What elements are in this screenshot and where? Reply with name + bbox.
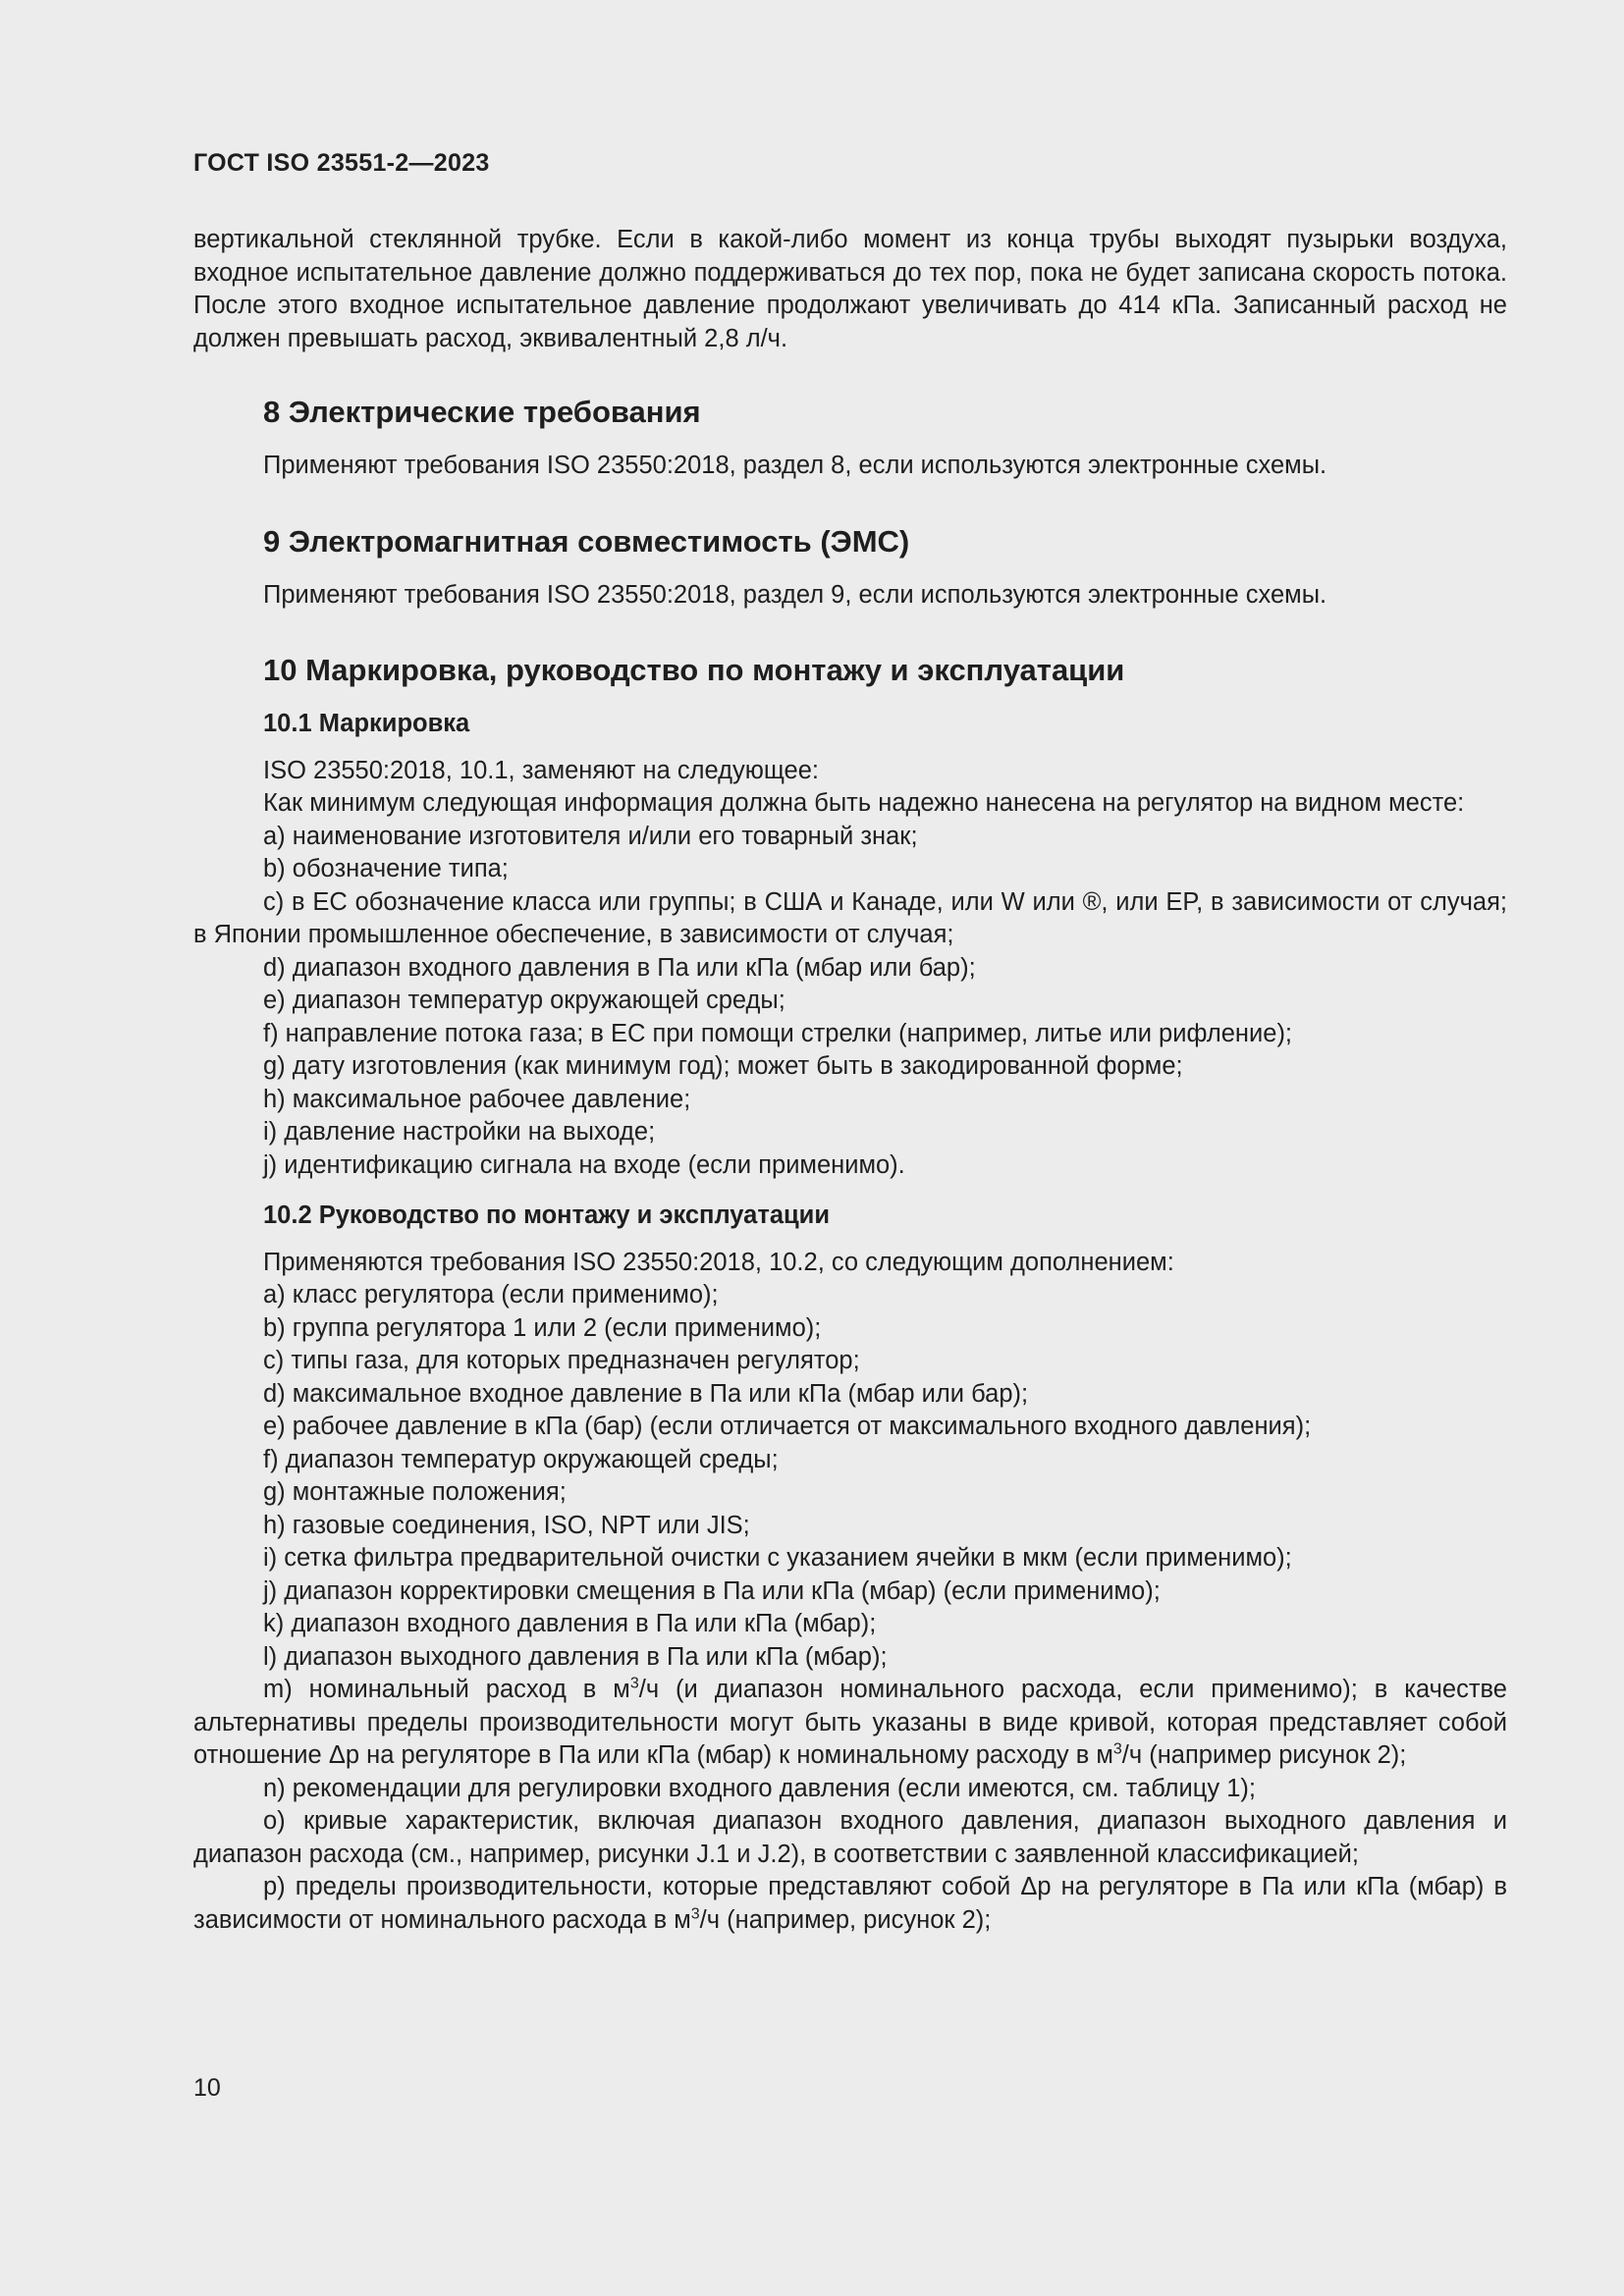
list-item: d) диапазон входного давления в Па или кПа (мбар или бар); [263, 953, 976, 982]
list-item: d) максимальное входное давление в Па или кПа (мбар или бар); [263, 1379, 1029, 1408]
item-m-text-d: /ч (например рисунок 2); [1121, 1741, 1407, 1769]
list-item: h) максимальное рабочее давление; [263, 1085, 691, 1113]
list-item: c) типы газа, для которых предназначен регулятор; [263, 1347, 860, 1374]
subsection-10-1-line2: Как минимум следующая информация должна быть надежно нанесена на регулятор на видном месте: [263, 789, 1465, 817]
list-item-p [193, 1871, 1507, 1937]
item-p-text-c: /ч (например, рисунок 2); [699, 1905, 992, 1934]
list-item: g) монтажные положения; [263, 1478, 567, 1506]
list-item: n) рекомендации для регулировки входного давления (если имеются, см. таблицу 1); [263, 1774, 1256, 1802]
section-9-text: Применяют требования ISO 23550:2018, раздел 9, если используются электронные схемы. [263, 580, 1327, 609]
list-item: a) наименование изготовителя и/или его товарный знак; [263, 822, 918, 850]
list-item-m [193, 1674, 1507, 1773]
item-p-text-b: на регуляторе в Па или кПа (мбар) в зависимости от номинального расхода в м [193, 1873, 1507, 1934]
superscript: 3 [1112, 1740, 1122, 1758]
subsection-10-2-title: 10.2 Руководство по монтажу и эксплуатации [263, 1201, 831, 1229]
list-item: o) кривые характеристик, включая диапазон входного давления, диапазон выходного давления и диапазон расхода (см., например, рисунки J.1 и J.2), в соответствии с заявленной классификацией; [193, 1807, 1507, 1868]
list-item: k) диапазон входного давления в Па или кПа (мбар); [263, 1610, 877, 1637]
intro-paragraph: вертикальной стеклянной трубке. Если в какой-либо момент из конца трубы выходят пузырьки воздуха, входное испытательное давление должно поддерживаться до тех пор, пока не будет записана скорость потока. После этого входное испытательное давление продолжают увеличивать до 414 кПа. Записанный расход не должен превышать расход, эквивалентный 2,8 л/ч. [193, 226, 1507, 352]
marking-list [193, 821, 1507, 1183]
item-p-text-a: p) пределы производительности, которые представляют собой [263, 1873, 1021, 1900]
list-item: j) диапазон корректировки смещения в Па или кПа (мбар) (если применимо); [263, 1576, 1161, 1605]
list-item: i) давление настройки на выходе; [263, 1118, 656, 1146]
list-item: l) диапазон выходного давления в Па или кПа (мбар); [263, 1642, 888, 1671]
item-m-text-a: m) номинальный расход в м [263, 1676, 630, 1703]
list-item: a) класс регулятора (если применимо); [263, 1281, 719, 1308]
subsection-10-1-line1: ISO 23550:2018, 10.1, заменяют на следующее: [263, 756, 820, 784]
subsection-10-1-title: 10.1 Маркировка [263, 710, 470, 737]
section-10-title: 10 Маркировка, руководство по монтажу и эксплуатации [263, 653, 1125, 687]
section-8-title: 8 Электрические требования [263, 395, 701, 429]
section-9-title: 9 Электромагнитная совместимость (ЭМС) [263, 523, 910, 559]
page-content [193, 224, 1507, 1937]
page-number: 10 [193, 2074, 221, 2102]
list-item: i) сетка фильтра предварительной очистки с указанием ячейки в мкм (если применимо); [263, 1544, 1292, 1572]
subsection-10-2-line1: Применяются требования ISO 23550:2018, 10.2, со следующим дополнением: [263, 1248, 1174, 1276]
list-item: h) газовые соединения, ISO, NPT или JIS; [263, 1511, 750, 1539]
list-item: b) обозначение типа; [263, 855, 509, 882]
list-item: f) диапазон температур окружающей среды; [263, 1445, 779, 1473]
list-item: c) в ЕС обозначение класса или группы; в США и Канаде, или W или ®, или EP, в зависимости от случая; в Японии промышленное обеспечение, в зависимости от случая; [193, 887, 1507, 948]
list-item: e) рабочее давление в кПа (бар) (если отличается от максимального входного давления); [263, 1413, 1312, 1440]
item-m-text-c: на регуляторе в Па или кПа (мбар) к номинальному расходу в м [359, 1741, 1113, 1769]
list-item: g) дату изготовления (как минимум год); может быть в закодированной форме; [263, 1052, 1183, 1080]
list-item: b) группа регулятора 1 или 2 (если применимо); [263, 1313, 822, 1342]
list-item: f) направление потока газа; в ЕС при помощи стрелки (например, литье или рифление); [263, 1019, 1293, 1047]
list-item: e) диапазон температур окружающей среды; [263, 987, 785, 1014]
list-item: j) идентификацию сигнала на входе (если применимо). [263, 1150, 905, 1179]
manual-list [193, 1279, 1507, 1937]
superscript: 3 [690, 1905, 700, 1922]
section-8-text: Применяют требования ISO 23550:2018, раздел 8, если используются электронные схемы. [263, 452, 1327, 479]
superscript: 3 [629, 1675, 639, 1692]
item-m-text-b: /ч (и диапазон номинального расхода, если применимо); в качестве альтернативы пределы производительности могут быть указаны в виде кривой, которая представляет собой отношение [193, 1676, 1507, 1769]
delta-p-symbol: Δp [1020, 1873, 1052, 1900]
document-header: ГОСТ ISO 23551-2—2023 [193, 149, 490, 177]
delta-p-symbol: Δp [328, 1741, 360, 1769]
